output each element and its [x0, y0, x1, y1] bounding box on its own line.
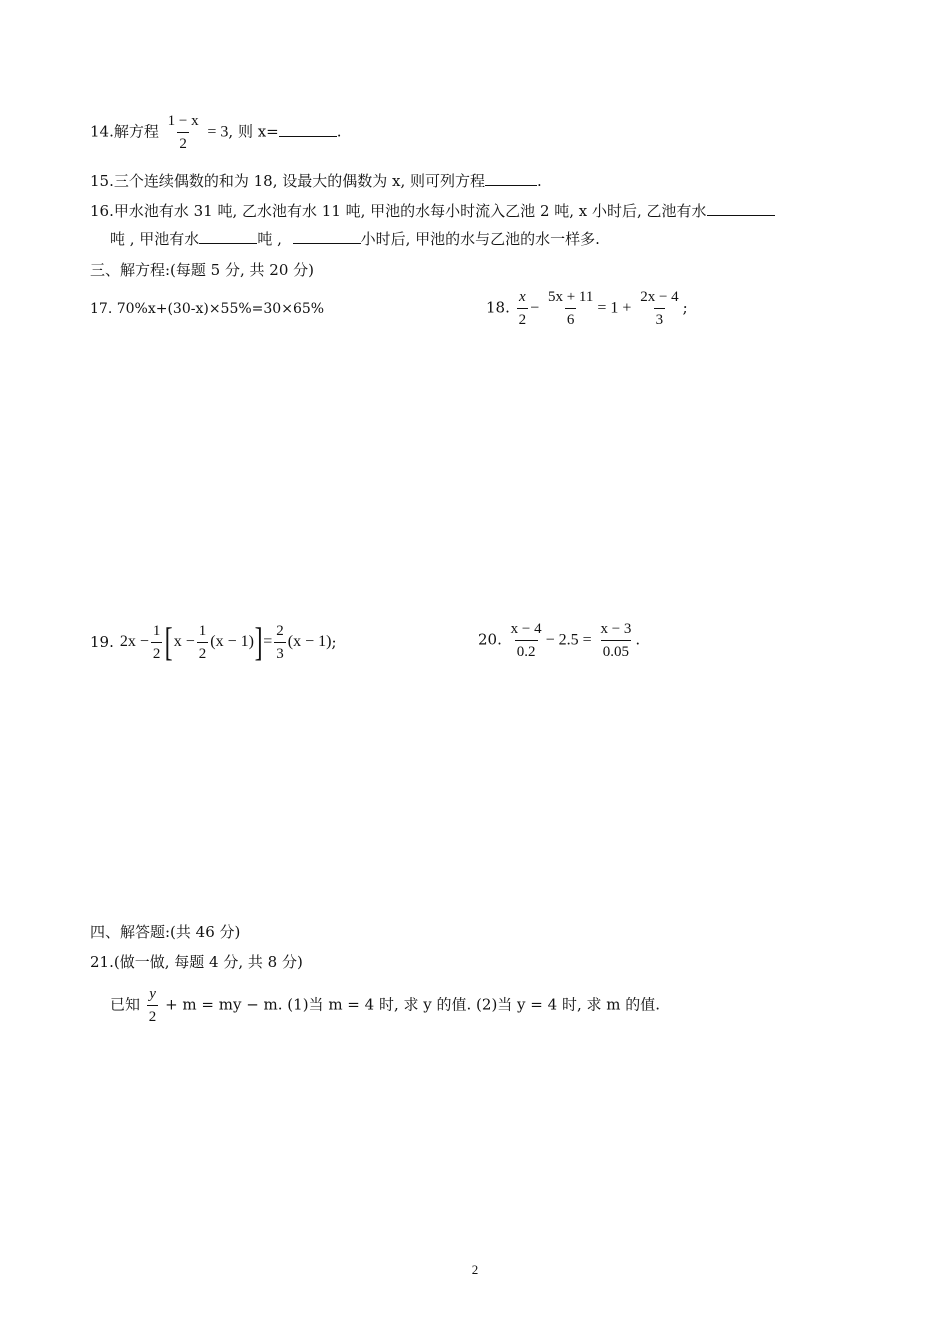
q18-f1-den: 2 [517, 308, 529, 329]
q18-f3-den: 3 [654, 308, 666, 329]
q18-label: 18. [486, 298, 510, 317]
q20-mid: − 2.5 = [545, 631, 592, 649]
q21-f-num: y [149, 986, 156, 1002]
question-21-title: 21.(做一做, 每题 4 分, 共 8 分) [90, 953, 303, 971]
q18-f1-num: x [519, 289, 526, 305]
q19-inner-b: (x − 1) [210, 633, 254, 650]
q15-answer-blank[interactable] [485, 171, 537, 186]
q21-body-text: + m = my − m. (1)当 m = 4 时, 求 y 的值. (2)当 y = 4 时, 求 m 的值. [165, 995, 661, 1014]
q19-half-den: 2 [151, 642, 163, 663]
q19-half-num: 1 [152, 622, 161, 639]
q19-third-num: 2 [276, 622, 284, 639]
q16-part-a: 吨 , 甲池有水 [110, 230, 200, 248]
q19-tail: (x − 1) [287, 633, 332, 650]
q18-fraction-1 [517, 288, 529, 329]
q16-part-b: 吨 , [257, 230, 282, 248]
q19-third-den: 3 [274, 642, 286, 663]
q14-numerator: 1 − x [167, 113, 199, 129]
q20-f2-num: x − 3 [600, 621, 632, 637]
q18-f2-num: 5x + 11 [547, 289, 594, 305]
q19-label: 19. [90, 633, 114, 651]
q18-fraction-2 [546, 288, 595, 329]
q19-lead: 2x − [119, 633, 149, 650]
section-4-title: 四、解答题:(共 46 分) [90, 923, 241, 941]
q20-end: . [635, 630, 641, 649]
q16-line1: 16.甲水池有水 31 吨, 乙水池有水 11 吨, 甲池的水每小时流入乙池 2 吨, x 小时后, 乙池有水 [90, 202, 707, 220]
q21-fraction [147, 985, 159, 1026]
q14-rhs: = 3 [207, 123, 229, 141]
q19-equals: = [263, 633, 273, 650]
q18-end: ; [682, 298, 688, 317]
section-3-title: 三、解方程:(每题 5 分, 共 20 分) [90, 261, 314, 279]
question-14 [90, 112, 342, 153]
question-15 [90, 171, 542, 191]
q18-minus: − [530, 299, 540, 317]
question-18 [486, 288, 688, 329]
q14-answer-blank[interactable] [279, 122, 337, 137]
page-number: 2 [471, 1262, 479, 1277]
q14-tail: , 则 x= [228, 122, 279, 141]
q19-inner-num: 1 [198, 622, 207, 639]
q20-label: 20. [478, 630, 502, 649]
q16-blank-1[interactable] [707, 201, 775, 216]
q18-f2-den: 6 [565, 308, 577, 329]
q18-equals: = 1 + [597, 299, 632, 317]
q20-f1-num: x − 4 [510, 621, 542, 637]
q19-left-bracket: [ [165, 619, 174, 664]
q21-prefix: 已知 [110, 995, 141, 1014]
q15-text: 15.三个连续偶数的和为 18, 设最大的偶数为 x, 则可列方程 [90, 172, 486, 190]
q16-blank-2[interactable] [199, 229, 257, 244]
q14-denominator: 2 [177, 132, 189, 153]
q20-fraction-2 [598, 620, 633, 661]
q18-f3-num: 2x − 4 [640, 289, 679, 305]
q19-inner-fraction [197, 622, 209, 663]
question-16-line-2 [110, 229, 600, 249]
q20-f2-den: 0.05 [601, 640, 631, 661]
q19-end: ; [331, 633, 337, 651]
q19-right-bracket: ] [254, 619, 263, 664]
question-21-body [110, 985, 660, 1026]
q20-fraction-1 [509, 620, 544, 661]
q15-end: . [537, 172, 542, 190]
q21-f-den: 2 [147, 1005, 159, 1026]
q19-half-fraction [151, 622, 163, 663]
q16-blank-3[interactable] [293, 229, 361, 244]
q14-fraction [166, 112, 201, 153]
q16-part-c: 小时后, 甲池的水与乙池的水一样多. [360, 230, 600, 248]
question-17: 17. 70%x+(30-x)×55%=30×65% [90, 301, 325, 317]
q20-f1-den: 0.2 [515, 640, 538, 661]
q14-end: . [336, 122, 342, 141]
q18-fraction-3 [638, 288, 680, 329]
question-20 [478, 620, 640, 661]
question-16-line-1 [90, 201, 775, 221]
q19-inner-den: 2 [197, 642, 209, 663]
q19-inner-a: x − [173, 633, 195, 650]
q14-prefix: 14.解方程 [90, 122, 159, 141]
q19-third-fraction [274, 622, 286, 663]
question-19 [90, 620, 337, 664]
